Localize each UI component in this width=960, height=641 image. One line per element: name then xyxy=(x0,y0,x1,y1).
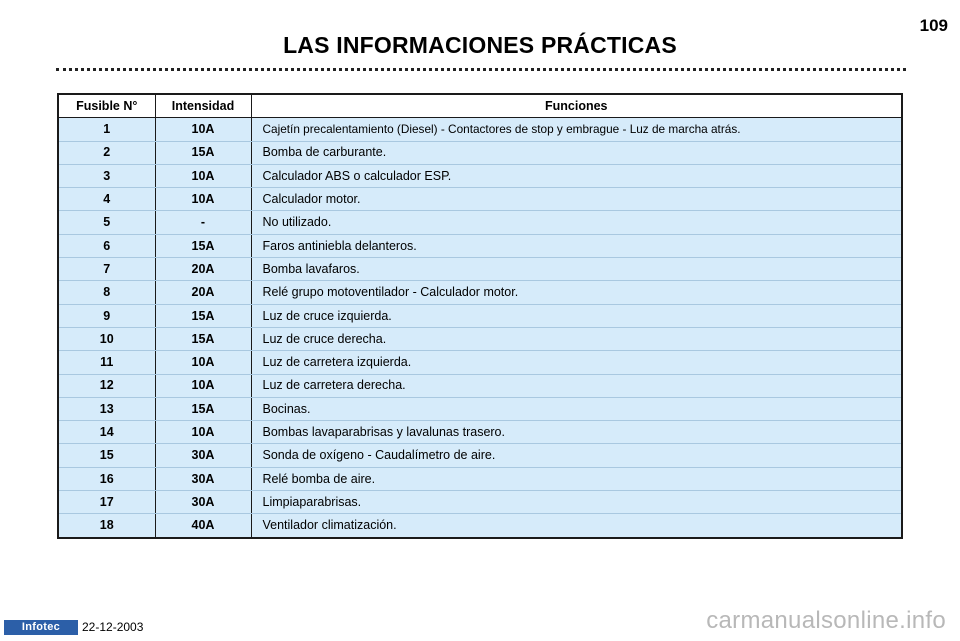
fuse-number: 18 xyxy=(58,514,155,538)
fuse-function: Relé grupo motoventilador - Calculador motor. xyxy=(251,281,902,304)
table-row xyxy=(58,281,902,304)
fuse-function: Bomba lavafaros. xyxy=(251,258,902,281)
table-row xyxy=(58,164,902,187)
fuse-amperage: 15A xyxy=(155,327,251,350)
fuse-function: Bocinas. xyxy=(251,397,902,420)
fuse-number: 6 xyxy=(58,234,155,257)
fuse-amperage: 10A xyxy=(155,374,251,397)
fuse-amperage: 10A xyxy=(155,421,251,444)
fuse-amperage: 30A xyxy=(155,444,251,467)
fuse-number: 4 xyxy=(58,188,155,211)
page-title: LAS INFORMACIONES PRÁCTICAS xyxy=(283,32,677,58)
page-number: 109 xyxy=(919,16,948,35)
table-row xyxy=(58,304,902,327)
table-row xyxy=(58,188,902,211)
fuse-amperage: 20A xyxy=(155,258,251,281)
table-row xyxy=(58,327,902,350)
fuse-function: Ventilador climatización. xyxy=(251,514,902,538)
table-row xyxy=(58,467,902,490)
fuse-amperage: 20A xyxy=(155,281,251,304)
fuse-number: 5 xyxy=(58,211,155,234)
fuse-number: 16 xyxy=(58,467,155,490)
table-row xyxy=(58,374,902,397)
fuse-number: 3 xyxy=(58,164,155,187)
fuse-amperage: 15A xyxy=(155,141,251,164)
fuse-amperage: 10A xyxy=(155,118,251,141)
table-row xyxy=(58,211,902,234)
column-header-amperage: Intensidad xyxy=(155,94,251,118)
fuse-number: 10 xyxy=(58,327,155,350)
fuse-amperage: 10A xyxy=(155,188,251,211)
fuse-number: 11 xyxy=(58,351,155,374)
fuse-function: Calculador motor. xyxy=(251,188,902,211)
table-row xyxy=(58,234,902,257)
fuse-function: Cajetín precalentamiento (Diesel) - Contactores de stop y embrague - Luz de marcha atrás. xyxy=(251,118,902,141)
column-header-functions: Funciones xyxy=(251,94,902,118)
fuse-function: Calculador ABS o calculador ESP. xyxy=(251,164,902,187)
fuse-number: 1 xyxy=(58,118,155,141)
fuse-function: Luz de carretera izquierda. xyxy=(251,351,902,374)
fuse-amperage: - xyxy=(155,211,251,234)
table-row xyxy=(58,421,902,444)
infotec-logo: Infotec xyxy=(4,620,78,635)
fuse-function: Bomba de carburante. xyxy=(251,141,902,164)
fuse-function: Luz de cruce izquierda. xyxy=(251,304,902,327)
fuse-number: 15 xyxy=(58,444,155,467)
fuse-function: No utilizado. xyxy=(251,211,902,234)
fuse-function: Luz de cruce derecha. xyxy=(251,327,902,350)
fuse-function: Sonda de oxígeno - Caudalímetro de aire. xyxy=(251,444,902,467)
fuse-function: Luz de carretera derecha. xyxy=(251,374,902,397)
fuse-function: Relé bomba de aire. xyxy=(251,467,902,490)
fuse-number: 9 xyxy=(58,304,155,327)
table-row xyxy=(58,118,902,141)
fuse-amperage: 15A xyxy=(155,397,251,420)
table-row xyxy=(58,514,902,538)
fuse-amperage: 40A xyxy=(155,514,251,538)
fuse-amperage: 10A xyxy=(155,164,251,187)
fuse-amperage: 15A xyxy=(155,304,251,327)
footer-date: 22-12-2003 xyxy=(82,620,144,634)
fuse-number: 17 xyxy=(58,491,155,514)
table-row xyxy=(58,258,902,281)
table-row xyxy=(58,141,902,164)
fuse-number: 14 xyxy=(58,421,155,444)
watermark: carmanualsonline.info xyxy=(706,607,946,634)
table-row xyxy=(58,351,902,374)
fuse-number: 12 xyxy=(58,374,155,397)
fuse-number: 13 xyxy=(58,397,155,420)
fuse-number: 2 xyxy=(58,141,155,164)
dotted-divider xyxy=(56,68,906,71)
fuse-number: 7 xyxy=(58,258,155,281)
fuse-amperage: 15A xyxy=(155,234,251,257)
table-header-row xyxy=(58,94,902,118)
table-row xyxy=(58,444,902,467)
fuse-amperage: 30A xyxy=(155,467,251,490)
fuse-function: Faros antiniebla delanteros. xyxy=(251,234,902,257)
fuse-amperage: 30A xyxy=(155,491,251,514)
table-row xyxy=(58,491,902,514)
table-row xyxy=(58,397,902,420)
fuse-number: 8 xyxy=(58,281,155,304)
fuse-function: Bombas lavaparabrisas y lavalunas trasero. xyxy=(251,421,902,444)
fuse-function: Limpiaparabrisas. xyxy=(251,491,902,514)
fuse-table xyxy=(57,93,903,539)
column-header-fuse: Fusible N° xyxy=(58,94,155,118)
fuse-amperage: 10A xyxy=(155,351,251,374)
